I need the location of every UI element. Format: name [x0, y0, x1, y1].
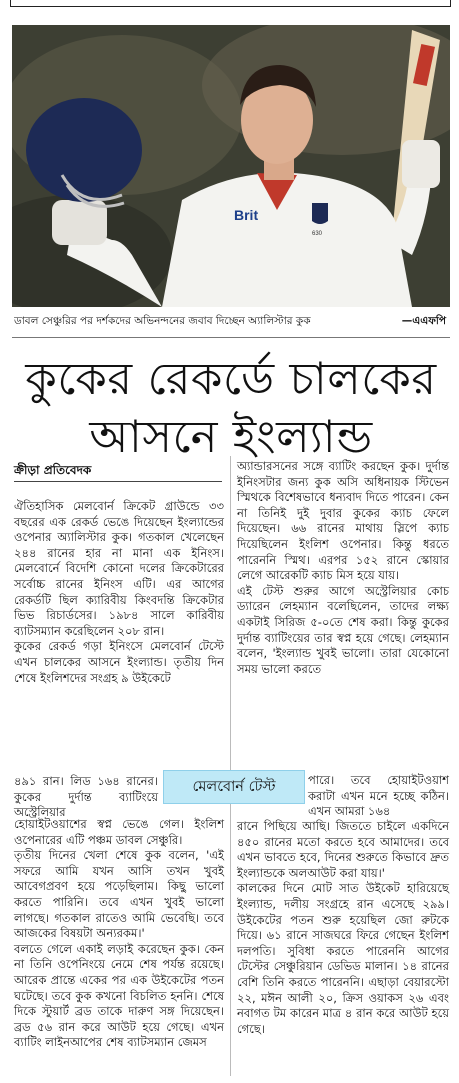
england-crest-icon	[312, 203, 328, 224]
article-column-1-bottom	[14, 817, 224, 1051]
paragraph: ঐতিহাসিক মেলবোর্ন ক্রিকেট গ্রাউন্ডে ৩৩ বছরের এক রেকর্ড ভেঙে দিয়েছেন ইংল্যান্ডের ওপেনার অ্যালিস্টার কুক। গতকাল খেলেছেন ২৪৪ রানের হার না মানা এক ইনিংস। মেলবোর্নে বিদেশি কোনো দলের ক্রিকেটারের সর্বোচ্চ রানের ইনিংস এটি। এর আগের রেকর্ডটি ছিল ক্যারিবীয় কিংবদন্তি ক্রিকেটার ভিভ রিচার্ডসের। ১৯৮৪ সালে কারিবীয় ব্যাটসম্যান করেছিলেন ২০৮ রান।	[14, 499, 224, 638]
top-frame-line	[10, 0, 451, 7]
caption-text: ডাবল সেঞ্চুরির পর দর্শকদের অভিনন্দনের জবাব দিচ্ছেন অ্যালিস্টার কুক	[14, 315, 311, 327]
paragraph: পারে। তবে হোয়াইটওয়াশ করাটা এখন মনে হচ্ছে কঠিন। এখন আমরা ১৬৪	[308, 773, 449, 819]
paragraph: এই টেস্ট শুরুর আগে অস্ট্রেলিয়ার কোচ ড্যারেন লেহম্যান বলেছিলেন, তাদের লক্ষ্য একটাই সিরিজ ৫-০তে শেষ করা। কিন্তু কুকের দুর্দান্ত ব্যাটিংয়ের তার স্বপ্ন হয়ে গেছে। লেহম্যান বলেন, 'ইংল্যান্ড খুবই ভালো। তারা যেকোনো সময় ভালো করতে	[237, 583, 449, 676]
paragraph: ৪৯১ রান। লিড ১৬৪ রানের। কুকের দুর্দান্ত ব্যাটিংয়ে অস্ট্রেলিয়ার	[14, 774, 158, 820]
paragraph: রানে পিছিয়ে আছি। জিততে চাইলে একদিনে ৪৫০ রানের মতো করতে হবে আমাদের। তবে এখন ভাবতে হবে, দিনের শুরুতে কিভাবে দ্রুত ইংল্যান্ডকে অলআউট করা যায়।'	[237, 819, 449, 880]
helmet-shape	[26, 98, 142, 202]
article-column-2-top	[237, 459, 449, 677]
paragraph: কুকের রেকর্ড গড়া ইনিংসে মেলবোর্ন টেস্টে এখন চালকের আসনে ইংল্যান্ড। তৃতীয় দিন শেষে ইংলিশদের সংগ্রহ ৯ উইকেটে	[14, 639, 224, 685]
sponsor-logo: Brit	[234, 207, 259, 223]
paragraph: কালকের দিনে মোট সাত উইকেট হারিয়েছে ইংল্যান্ড, দলীয় সংগ্রহে রান এসেছে ২৯৯। উইকেটের পতন শুরু হয়েছিল জো রুটকে দিয়ে। ৬১ রানে সাজঘরে ফিরে গেছেন ইংলিশ দলপতি। সুবিধা করতে পারেননি আগের টেস্টের সেঞ্চুরিয়ান ডেভিড মালান। ১৪ রানের বেশি তিনি করতে পারেননি। এছাড়া বেয়ারস্টো ২২, মঈন আলী ২০, ক্রিস ওয়াকস ২৬ এবং নবাগত টম কারেন মাত্র ৪ রান করে আউট হয়ে গেছে।	[237, 881, 449, 1036]
article-column-2-bottom	[237, 819, 449, 1037]
paragraph: তৃতীয় দিনের খেলা শেষে কুক বলেন, 'এই সফরে আমি যখন আসি তখন খুবই আবেগপ্রবণ হয়ে পড়েছিলাম। কিছু ভালো করতে পারিনি। তবে এখন খুবই ভালো লাগছে। গতকাল রাতেও আমি ভেবেছি। তবে আজকের বিষয়টা অন্যরকম।'	[14, 848, 224, 941]
article-column-1-wrap	[14, 774, 158, 821]
byline-rule	[14, 481, 222, 482]
news-photo	[12, 25, 450, 307]
shirt-number: 630	[312, 231, 323, 237]
paragraph: বলতে গেলে একাই লড়াই করেছেন কুক। কেন না তিনি ওপেনিংয়ে নেমে শেষ পর্যন্ত রয়েছে। আরেক প্রান্তে একের পর এক উইকেটের পতন ঘটেছে। তবে কুক কখনো বিচলিত হননি। শেষে দিকে স্টুয়ার্ট ব্রড তাকে দারুণ সঙ্গ দিয়েছেন। ব্রড ৫৬ রান করে আউট হয়ে গেছে। এখন ব্যাটিং লাইনআপের শেষ ব্যাটসম্যান জেমস	[14, 941, 224, 1050]
cricketer-illustration	[12, 25, 450, 307]
pull-quote-box: মেলবোর্ন টেস্ট	[163, 770, 305, 804]
paragraph: হোয়াইটওয়াশের স্বপ্ন ভেঙে গেল। ইংলিশ ওপেনারের এটি পঞ্চম ডাবল সেঞ্চুরি।	[14, 817, 224, 847]
paragraph: অ্যান্ডারসনের সঙ্গে ব্যাটিং করছেন কুক। দুর্দান্ত ইনিংসটার জন্য কুক অসি অধিনায়ক স্টিভেন স্মিথকে বিশেষভাবে ধন্যবাদ দিতে পারেন। কেন না তিনিই দুই দুবার কুকের ক্যাচ ফেলে দিয়েছেন। ৬৬ রানের মাথায় স্লিপে ক্যাচ দিয়েছিলেন ইংলিশ ওপেনার। কিন্তু ধরতে পারেননি স্মিথ। এরপর ১৫২ রানে স্কোয়ার লেগে আরেকটি ক্যাচ মিস হয়ে যায়।	[237, 459, 449, 583]
headline	[12, 350, 450, 466]
photo-credit: —এএফপি	[401, 315, 446, 327]
headline-line-1: কুকের রেকর্ডে চালকের	[25, 352, 437, 405]
photo-caption	[14, 314, 450, 328]
column-divider	[230, 456, 231, 1076]
article-column-1-top	[14, 499, 224, 686]
headline-line-2: আসনে ইংল্যান্ড	[89, 410, 373, 463]
reporter-byline: ক্রীড়া প্রতিবেদক	[14, 463, 92, 477]
caption-rule	[12, 337, 450, 338]
article-column-2-wrap	[308, 773, 449, 820]
